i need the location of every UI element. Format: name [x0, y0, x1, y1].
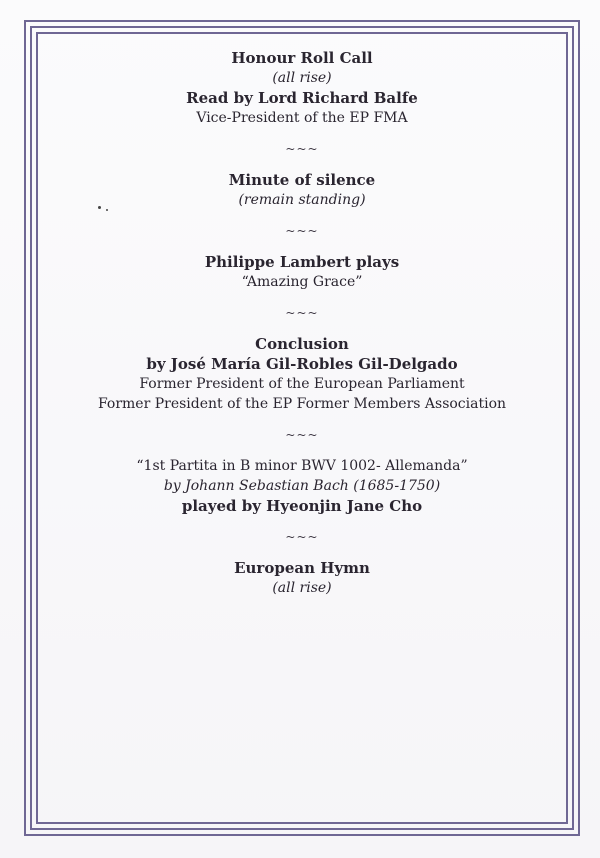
honour-roll-note: (all rise) — [272, 70, 332, 86]
conclusion-role-1: Former President of the European Parliament — [139, 376, 465, 392]
separator: ~~~ — [285, 306, 319, 320]
music-performer: played by Hyeonjin Jane Cho — [181, 497, 423, 515]
program-content — [40, 48, 564, 598]
honour-roll-reader-role: Vice-President of the EP FMA — [196, 110, 408, 126]
silence-title: Minute of silence — [228, 171, 376, 189]
performance-piece: “Amazing Grace” — [241, 274, 363, 290]
separator: ~~~ — [285, 530, 319, 544]
music-piece: “1st Partita in B minor BWV 1002- Allemanda” — [136, 458, 468, 474]
anthem-note: (all rise) — [272, 580, 332, 596]
anthem-title: European Hymn — [234, 559, 370, 577]
performance-title: Philippe Lambert plays — [204, 253, 400, 271]
honour-roll-reader: Read by Lord Richard Balfe — [186, 89, 418, 107]
conclusion-role-2: Former President of the EP Former Members Association — [97, 396, 507, 412]
music-composer: by Johann Sebastian Bach (1685-1750) — [163, 478, 441, 494]
separator: ~~~ — [285, 224, 319, 238]
conclusion-speaker: by José María Gil-Robles Gil-Delgado — [146, 355, 458, 373]
honour-roll-title: Honour Roll Call — [231, 49, 373, 67]
separator: ~~~ — [285, 142, 319, 156]
separator: ~~~ — [285, 428, 319, 442]
silence-note: (remain standing) — [238, 192, 366, 208]
conclusion-title: Conclusion — [255, 335, 349, 353]
